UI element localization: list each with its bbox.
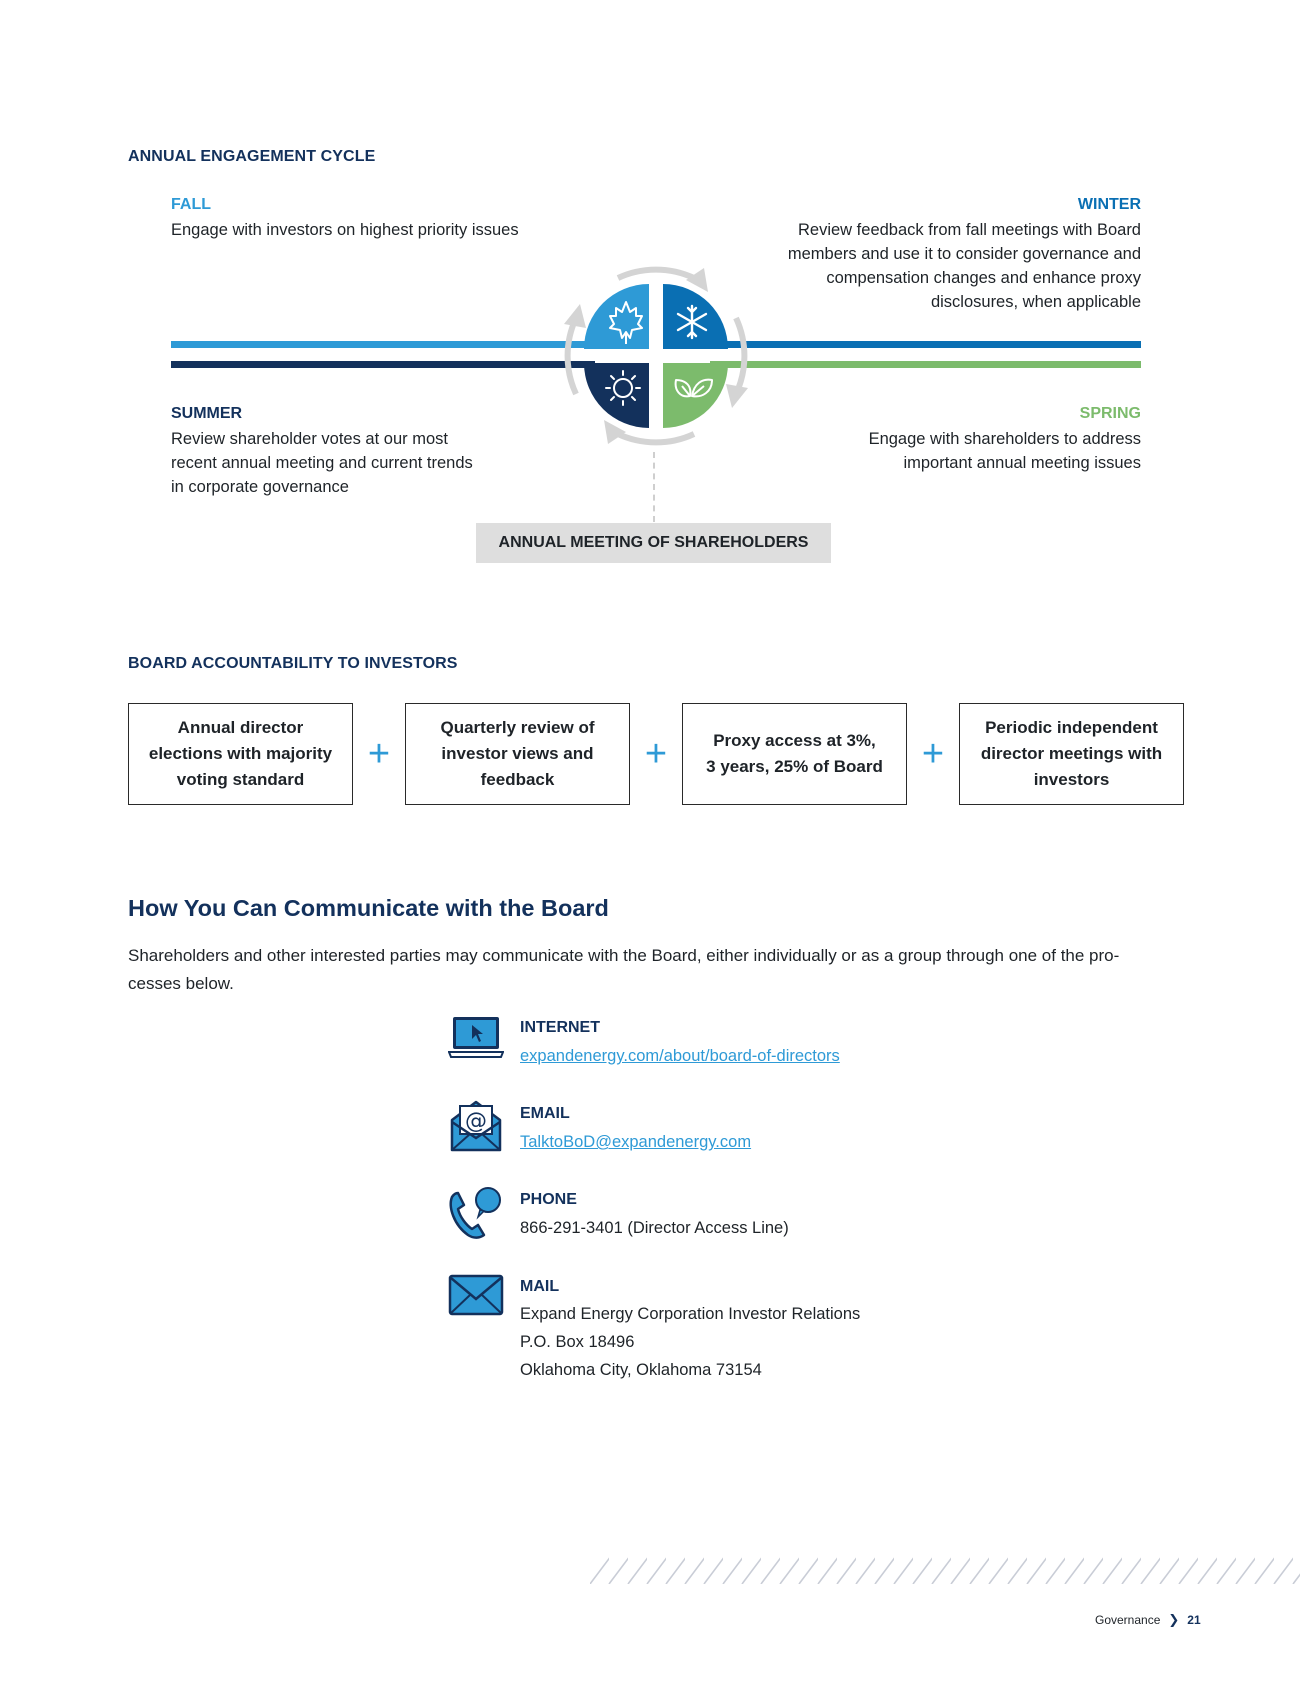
engagement-heading: ANNUAL ENGAGEMENT CYCLE [128, 148, 376, 165]
spring-bar [710, 361, 1141, 368]
accountability-line: Quarterly review of [440, 718, 595, 737]
mail-address-line: P.O. Box 18496 [520, 1333, 635, 1351]
accountability-heading: BOARD ACCOUNTABILITY TO INVESTORS [128, 655, 458, 672]
email-icon [448, 1098, 504, 1154]
accountability-line: investors [1033, 770, 1110, 789]
accountability-line: investor views and [441, 744, 594, 763]
communicate-heading: How You Can Communicate with the Board [128, 895, 609, 921]
plus-icon: + [367, 733, 391, 775]
accountability-item [405, 703, 630, 805]
phone-title: PHONE [520, 1191, 577, 1208]
winter-bar [710, 341, 1141, 348]
accountability-row [128, 703, 1184, 805]
accountability-item [128, 703, 353, 805]
phone-icon [446, 1185, 506, 1241]
intro-line: Shareholders and other interested parties may communicate with the Board, either individually or as a group through one of the pro- [128, 946, 1120, 965]
accountability-line: voting standard [176, 770, 305, 789]
annual-meeting-box: ANNUAL MEETING OF SHAREHOLDERS [476, 523, 831, 563]
intro-line: cesses below. [128, 974, 234, 993]
summer-description [171, 427, 473, 499]
winter-desc-line: members and use it to consider governance and [787, 245, 1141, 263]
internet-title: INTERNET [520, 1019, 600, 1036]
chevron-right-icon: ❯ [1168, 1612, 1180, 1627]
spring-desc-line: important annual meeting issues [903, 454, 1141, 472]
accountability-item [959, 703, 1184, 805]
winter-quadrant [663, 284, 728, 349]
email-title: EMAIL [520, 1105, 570, 1122]
accountability-line: Annual director [177, 718, 304, 737]
accountability-line: 3 years, 25% of Board [706, 757, 883, 776]
fall-title: FALL [171, 196, 211, 213]
communicate-intro [128, 942, 1188, 998]
svg-text:@: @ [465, 1109, 487, 1134]
page-number: 21 [1187, 1613, 1201, 1627]
envelope-icon [448, 1273, 504, 1317]
footer-section: Governance [1095, 1613, 1161, 1627]
accountability-line: Proxy access at 3%, [713, 731, 876, 750]
cycle-arrows [568, 270, 745, 443]
summer-bar [171, 361, 595, 368]
summer-title: SUMMER [171, 405, 243, 422]
winter-title: WINTER [1077, 196, 1141, 213]
decorative-stripes [590, 1504, 1300, 1584]
page-footer [1095, 1612, 1201, 1628]
summer-desc-line: recent annual meeting and current trends [171, 454, 473, 472]
spring-desc-line: Engage with shareholders to address [868, 430, 1141, 448]
accountability-line: Periodic independent [985, 718, 1158, 737]
summer-desc-line: in corporate governance [171, 478, 349, 496]
phone-number: 866-291-3401 (Director Access Line) [520, 1219, 789, 1237]
fall-description: Engage with investors on highest priority issues [171, 221, 519, 239]
spring-description [869, 427, 1141, 475]
accountability-item [682, 703, 907, 805]
laptop-icon [448, 1015, 504, 1059]
winter-desc-line: compensation changes and enhance proxy [826, 269, 1141, 287]
accountability-line: elections with majority [148, 744, 333, 763]
internet-link[interactable]: expandenergy.com/about/board-of-directors [520, 1047, 840, 1065]
fall-bar [171, 341, 595, 348]
winter-description [788, 218, 1141, 314]
mail-address-line: Expand Energy Corporation Investor Relations [520, 1305, 861, 1323]
email-link[interactable]: TalktoBoD@expandenergy.com [520, 1133, 752, 1151]
winter-desc-line: disclosures, when applicable [930, 293, 1141, 311]
plus-icon: + [921, 733, 945, 775]
mail-address-line: Oklahoma City, Oklahoma 73154 [520, 1361, 762, 1379]
winter-desc-line: Review feedback from fall meetings with Board [798, 221, 1141, 239]
mail-address [520, 1300, 860, 1384]
meeting-connector [653, 452, 655, 522]
summer-desc-line: Review shareholder votes at our most [171, 430, 448, 448]
mail-title: MAIL [520, 1278, 560, 1295]
accountability-line: feedback [480, 770, 555, 789]
spring-title: SPRING [1079, 405, 1141, 422]
accountability-line: director meetings with [980, 744, 1163, 763]
plus-icon: + [644, 733, 668, 775]
cycle-arrowheads [564, 268, 748, 444]
engagement-cycle-graphic [558, 258, 754, 454]
